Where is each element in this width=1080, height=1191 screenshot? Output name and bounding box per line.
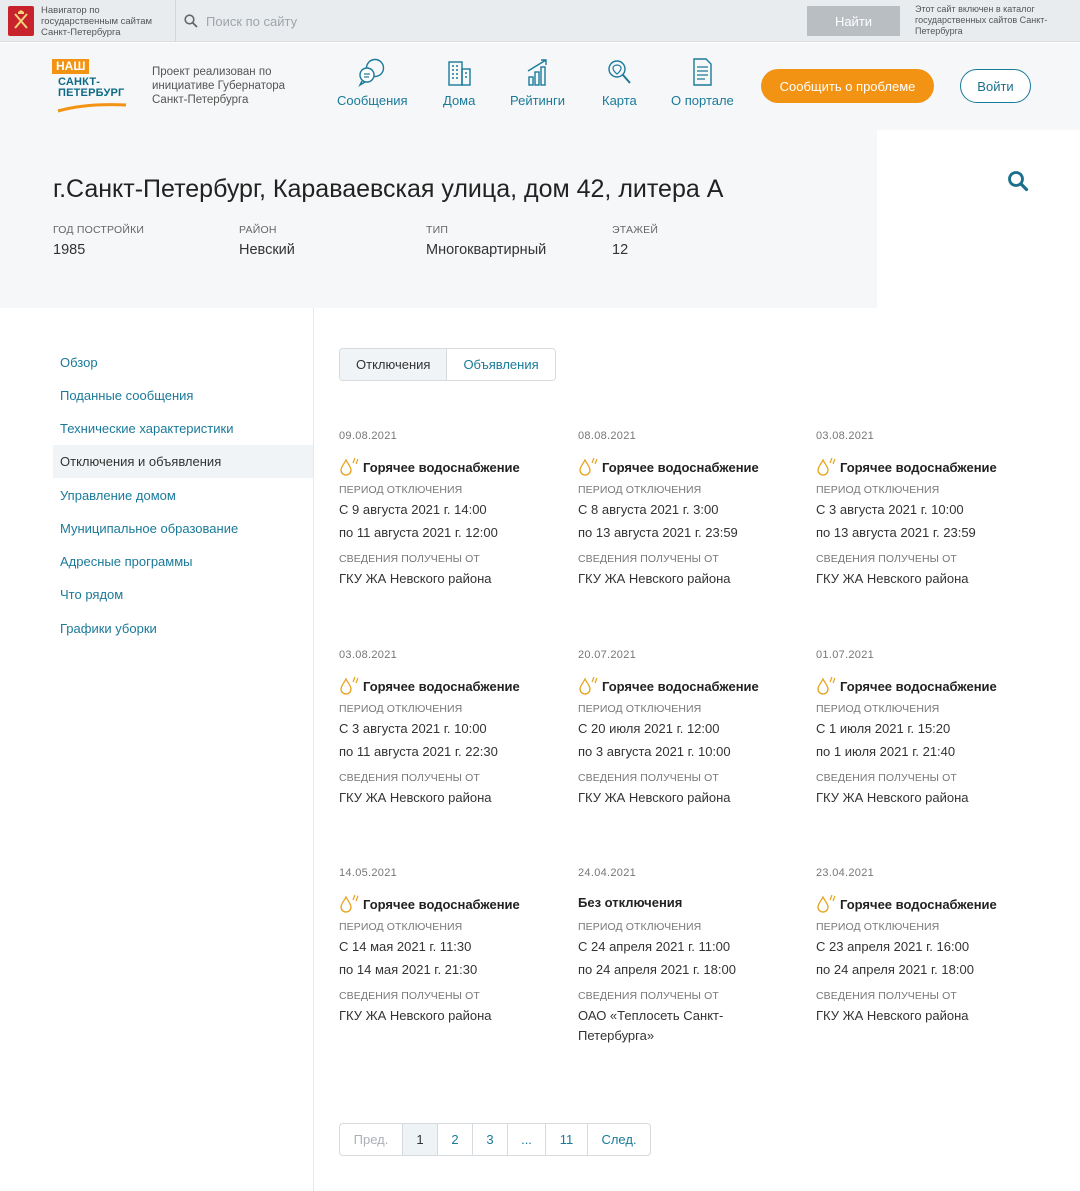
login-button[interactable]: Войти: [960, 69, 1031, 103]
gov-navigator-link[interactable]: Навигатор по государственным сайтам Санкт-Петербурга: [41, 5, 153, 38]
site-logo[interactable]: [52, 59, 132, 115]
hot-water-drop-icon: [339, 457, 359, 477]
nav-about-label: О портале: [671, 93, 734, 108]
prop-type-value: Многоквартирный: [426, 242, 547, 258]
tab-outages[interactable]: Отключения: [340, 349, 447, 380]
card-period-to: по 11 августа 2021 г. 12:00: [339, 525, 498, 540]
nav-ratings[interactable]: [510, 57, 565, 108]
map-search-icon: [603, 57, 635, 87]
nav-map[interactable]: [602, 57, 637, 108]
card-period-to: по 14 мая 2021 г. 21:30: [339, 962, 478, 977]
card-period-from: С 20 июля 2021 г. 12:00: [578, 721, 720, 736]
card-period-label: ПЕРИОД ОТКЛЮЧЕНИЯ: [578, 484, 702, 496]
nav-ratings-label: Рейтинги: [510, 93, 565, 108]
card-source: ОАО «Теплосеть Санкт-Петербурга»: [578, 1008, 724, 1043]
card-title-text: Горячее водоснабжение: [840, 460, 997, 475]
outage-card: [578, 649, 798, 808]
outage-card: [578, 867, 798, 1046]
card-period-to: по 1 июля 2021 г. 21:40: [816, 744, 956, 759]
outage-card: [816, 430, 1036, 589]
prop-district-value: Невский: [239, 242, 295, 258]
card-period-label: ПЕРИОД ОТКЛЮЧЕНИЯ: [578, 921, 702, 933]
outage-card: [339, 649, 559, 808]
sidebar-item-municipality[interactable]: Муниципальное образование: [60, 521, 239, 536]
gov-search-input[interactable]: [206, 9, 796, 33]
ratings-chart-icon: [522, 57, 554, 87]
card-period-from: С 1 июля 2021 г. 15:20: [816, 721, 951, 736]
nav-houses[interactable]: [443, 57, 475, 108]
pagination-ellipsis: ...: [508, 1124, 546, 1155]
pagination-prev[interactable]: Пред.: [340, 1124, 403, 1155]
card-source: ГКУ ЖА Невского района: [816, 790, 969, 805]
card-date: 01.07.2021: [816, 649, 875, 661]
card-date: 08.08.2021: [578, 430, 637, 442]
logo-line2: ПЕТЕРБУРГ: [58, 87, 125, 99]
pagination-page-1[interactable]: 1: [403, 1124, 438, 1155]
card-source-label: СВЕДЕНИЯ ПОЛУЧЕНЫ ОТ: [816, 553, 957, 565]
card-date: 23.04.2021: [816, 867, 875, 879]
sidebar-item-cleaning[interactable]: Графики уборки: [60, 621, 157, 636]
card-title-text: Без отключения: [578, 895, 683, 910]
prop-district-label: РАЙОН: [239, 224, 277, 236]
report-problem-button[interactable]: Сообщить о проблеме: [761, 69, 934, 103]
card-period-label: ПЕРИОД ОТКЛЮЧЕНИЯ: [339, 921, 463, 933]
card-date: 09.08.2021: [339, 430, 398, 442]
card-period-to: по 13 августа 2021 г. 23:59: [578, 525, 738, 540]
sidebar-item-tech-specs[interactable]: Технические характеристики: [60, 421, 234, 436]
card-source: ГКУ ЖА Невского района: [816, 571, 969, 586]
card-title-text: Горячее водоснабжение: [363, 460, 520, 475]
card-title: [339, 676, 559, 694]
card-period-from: С 3 августа 2021 г. 10:00: [816, 502, 964, 517]
card-source-label: СВЕДЕНИЯ ПОЛУЧЕНЫ ОТ: [816, 990, 957, 1002]
hot-water-drop-icon: [339, 894, 359, 914]
card-period-from: С 24 апреля 2021 г. 11:00: [578, 939, 731, 954]
site-header: [0, 43, 1080, 130]
card-period-from: С 8 августа 2021 г. 3:00: [578, 502, 719, 517]
card-title: [816, 676, 1036, 694]
nav-messages[interactable]: [337, 57, 408, 108]
tab-announcements[interactable]: Объявления: [447, 349, 554, 380]
card-period-label: ПЕРИОД ОТКЛЮЧЕНИЯ: [578, 703, 702, 715]
card-source-label: СВЕДЕНИЯ ПОЛУЧЕНЫ ОТ: [339, 772, 480, 784]
project-description: Проект реализован по инициативе Губернатора Санкт-Петербурга: [152, 66, 286, 106]
nav-messages-label: Сообщения: [337, 93, 408, 108]
document-icon: [686, 57, 718, 87]
outage-card: [339, 867, 559, 1026]
prop-year-value: 1985: [53, 242, 86, 258]
card-period-label: ПЕРИОД ОТКЛЮЧЕНИЯ: [339, 484, 463, 496]
card-period-to: по 13 августа 2021 г. 23:59: [816, 525, 976, 540]
card-source-label: СВЕДЕНИЯ ПОЛУЧЕНЫ ОТ: [816, 772, 957, 784]
house-info-panel: [0, 130, 877, 308]
card-title: [816, 894, 1036, 912]
hot-water-drop-icon: [816, 457, 836, 477]
sidebar-item-outages[interactable]: Отключения и объявления: [53, 445, 313, 478]
card-title: [578, 457, 798, 475]
hot-water-drop-icon: [578, 457, 598, 477]
card-title-text: Горячее водоснабжение: [363, 897, 520, 912]
prop-floors: [612, 224, 658, 258]
prop-floors-label: ЭТАЖЕЙ: [612, 224, 659, 236]
card-date: 03.08.2021: [816, 430, 875, 442]
card-period-from: С 3 августа 2021 г. 10:00: [339, 721, 487, 736]
card-period-to: по 24 апреля 2021 г. 18:00: [816, 962, 974, 977]
spb-emblem-icon[interactable]: [8, 6, 34, 36]
card-source-label: СВЕДЕНИЯ ПОЛУЧЕНЫ ОТ: [339, 990, 480, 1002]
sidebar-item-nearby[interactable]: Что рядом: [60, 587, 124, 602]
find-button[interactable]: Найти: [807, 6, 900, 36]
sidebar-item-programs[interactable]: Адресные программы: [60, 554, 193, 569]
prop-year: [53, 224, 144, 258]
card-period-to: по 24 апреля 2021 г. 18:00: [578, 962, 736, 977]
hot-water-drop-icon: [816, 676, 836, 696]
pagination-page-11[interactable]: 11: [546, 1124, 588, 1155]
card-title-text: Горячее водоснабжение: [602, 679, 759, 694]
logo-line1: САНКТ-: [58, 76, 101, 88]
card-source-label: СВЕДЕНИЯ ПОЛУЧЕНЫ ОТ: [578, 553, 719, 565]
hot-water-drop-icon: [816, 894, 836, 914]
gov-top-bar: [0, 0, 1080, 42]
card-period-label: ПЕРИОД ОТКЛЮЧЕНИЯ: [816, 921, 940, 933]
card-period-to: по 3 августа 2021 г. 10:00: [578, 744, 731, 759]
nav-houses-label: Дома: [443, 93, 476, 108]
card-title: [339, 894, 559, 912]
building-icon: [443, 57, 475, 87]
card-source: ГКУ ЖА Невского района: [339, 790, 492, 805]
house-search-icon[interactable]: [1007, 170, 1029, 192]
outage-card: [816, 867, 1036, 1026]
outage-card: [816, 649, 1036, 808]
card-period-to: по 11 августа 2021 г. 22:30: [339, 744, 498, 759]
card-date: 24.04.2021: [578, 867, 637, 879]
nav-map-label: Карта: [602, 93, 637, 108]
pagination-page-2[interactable]: 2: [438, 1124, 473, 1155]
search-icon: [184, 14, 198, 28]
card-title-text: Горячее водоснабжение: [840, 897, 997, 912]
logo-swoosh-icon: [56, 103, 128, 113]
card-date: 03.08.2021: [339, 649, 398, 661]
logo-city: [58, 77, 124, 99]
pagination: [339, 1123, 651, 1156]
card-source: ГКУ ЖА Невского района: [816, 1008, 969, 1023]
card-source: ГКУ ЖА Невского района: [578, 571, 731, 586]
hot-water-drop-icon: [578, 676, 598, 696]
card-source: ГКУ ЖА Невского района: [339, 1008, 492, 1023]
card-title: [816, 457, 1036, 475]
prop-year-label: ГОД ПОСТРОЙКИ: [53, 224, 145, 236]
messages-icon: [356, 57, 388, 87]
sidebar-item-messages[interactable]: Поданные сообщения: [60, 388, 194, 403]
card-source-label: СВЕДЕНИЯ ПОЛУЧЕНЫ ОТ: [578, 772, 719, 784]
outage-card: [578, 430, 798, 589]
card-title-text: Горячее водоснабжение: [363, 679, 520, 694]
divider: [175, 0, 176, 42]
sidebar: [0, 308, 314, 1191]
card-period-from: С 23 апреля 2021 г. 16:00: [816, 939, 970, 954]
nav-about[interactable]: [671, 57, 734, 108]
pagination-page-3[interactable]: 3: [473, 1124, 508, 1155]
hot-water-drop-icon: [339, 676, 359, 696]
card-title: [578, 894, 798, 912]
sidebar-item-management[interactable]: Управление домом: [60, 488, 176, 503]
card-source: ГКУ ЖА Невского района: [339, 571, 492, 586]
page-title: г.Санкт-Петербург, Караваевская улица, дом 42, литера А: [53, 175, 724, 203]
sidebar-item-overview[interactable]: Обзор: [60, 355, 98, 370]
card-title-text: Горячее водоснабжение: [840, 679, 997, 694]
pagination-next[interactable]: След.: [601, 1132, 637, 1147]
card-period-label: ПЕРИОД ОТКЛЮЧЕНИЯ: [816, 703, 940, 715]
prop-floors-value: 12: [612, 242, 629, 258]
card-source-label: СВЕДЕНИЯ ПОЛУЧЕНЫ ОТ: [339, 553, 480, 565]
card-date: 14.05.2021: [339, 867, 398, 879]
gov-catalog-note[interactable]: Этот сайт включен в каталог государственных сайтов Санкт-Петербурга: [915, 4, 1048, 36]
logo-nash: НАШ: [52, 59, 89, 74]
prop-district: [239, 224, 295, 258]
card-period-label: ПЕРИОД ОТКЛЮЧЕНИЯ: [816, 484, 940, 496]
card-source: ГКУ ЖА Невского района: [578, 790, 731, 805]
card-period-from: С 14 мая 2021 г. 11:30: [339, 939, 472, 954]
outage-card: [339, 430, 559, 589]
card-title-text: Горячее водоснабжение: [602, 460, 759, 475]
card-title: [578, 676, 798, 694]
prop-type: [426, 224, 546, 258]
card-period-label: ПЕРИОД ОТКЛЮЧЕНИЯ: [339, 703, 463, 715]
tabs: [339, 348, 556, 381]
card-title: [339, 457, 559, 475]
card-period-from: С 9 августа 2021 г. 14:00: [339, 502, 487, 517]
card-date: 20.07.2021: [578, 649, 637, 661]
card-source-label: СВЕДЕНИЯ ПОЛУЧЕНЫ ОТ: [578, 990, 719, 1002]
prop-type-label: ТИП: [426, 224, 449, 236]
